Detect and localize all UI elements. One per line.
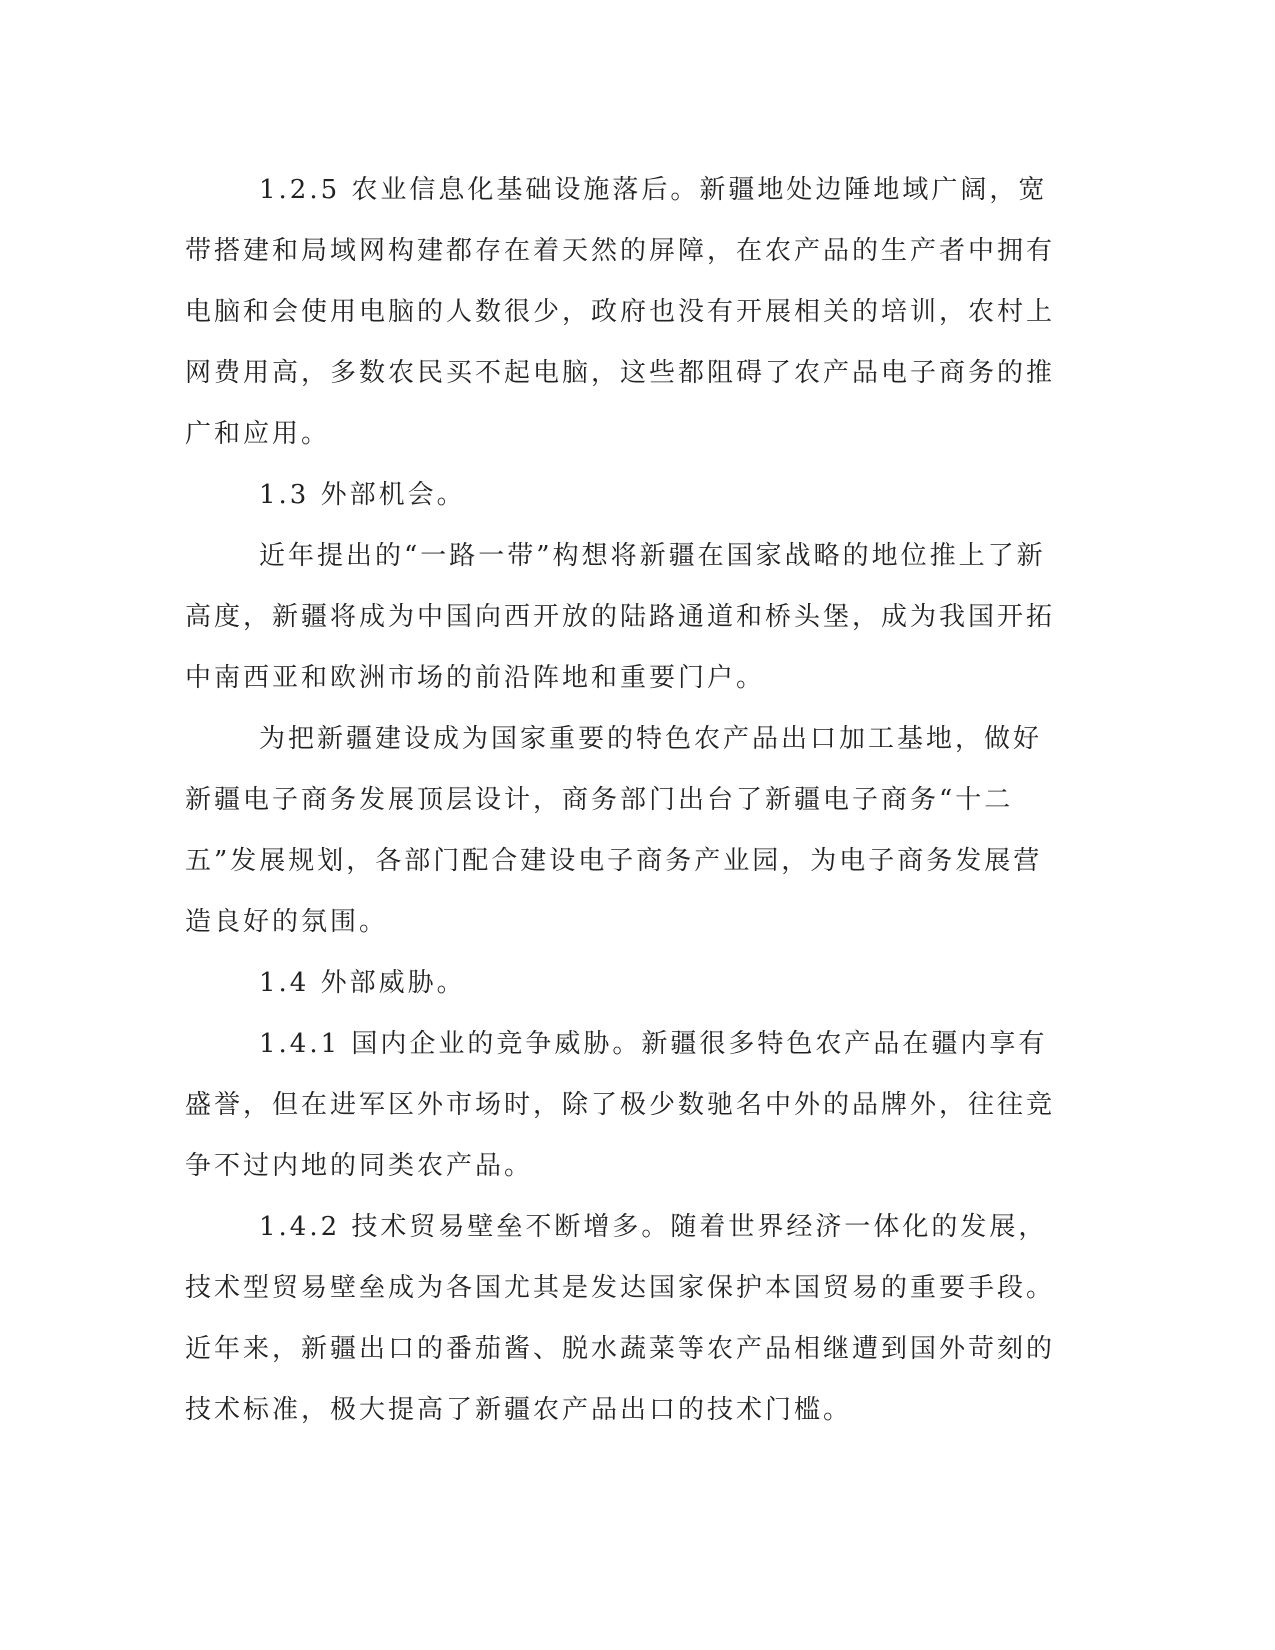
paragraph-opportunity-ecommerce-plan: 为把新疆建设成为国家重要的特色农产品出口加工基地，做好新疆电子商务发展顶层设计，商务部门出台了新疆电子商务“十二五”发展规划，各部门配合建设电子商务产业园，为电子商务发展营造良好的氛围。 bbox=[185, 724, 1043, 937]
paragraph-1-2-5: 1.2.5 农业信息化基础设施落后。新疆地处边陲地域广阔，宽带搭建和局域网构建都存在着天然的屏障，在农产品的生产者中拥有电脑和会使用电脑的人数很少，政府也没有开展相关的培训，农村上网费用高，多数农民买不起电脑，这些都阻碍了农产品电子商务的推广和应用。 bbox=[185, 175, 1056, 449]
paragraph-1-4-2: 1.4.2 技术贸易壁垒不断增多。随着世界经济一体化的发展，技术型贸易壁垒成为各国尤其是发达国家保护本国贸易的重要手段。近年来，新疆出口的番茄酱、脱水蔬菜等农产品相继遭到国外苛刻的技术标准，极大提高了新疆农产品出口的技术门槛。 bbox=[185, 1212, 1056, 1425]
heading-1-4: 1.4 外部威胁。 bbox=[259, 968, 466, 998]
paragraph-1-4-1: 1.4.1 国内企业的竞争威胁。新疆很多特色农产品在疆内享有盛誉，但在进军区外市场时，除了极少数驰名中外的品牌外，往往竞争不过内地的同类农产品。 bbox=[185, 1029, 1056, 1181]
document-body bbox=[185, 160, 1065, 1441]
heading-1-3: 1.3 外部机会。 bbox=[259, 480, 466, 510]
paragraph-opportunity-belt-road: 近年提出的“一路一带”构想将新疆在国家战略的地位推上了新高度，新疆将成为中国向西开放的陆路通道和桥头堡，成为我国开拓中南西亚和欧洲市场的前沿阵地和重要门户。 bbox=[185, 541, 1056, 693]
